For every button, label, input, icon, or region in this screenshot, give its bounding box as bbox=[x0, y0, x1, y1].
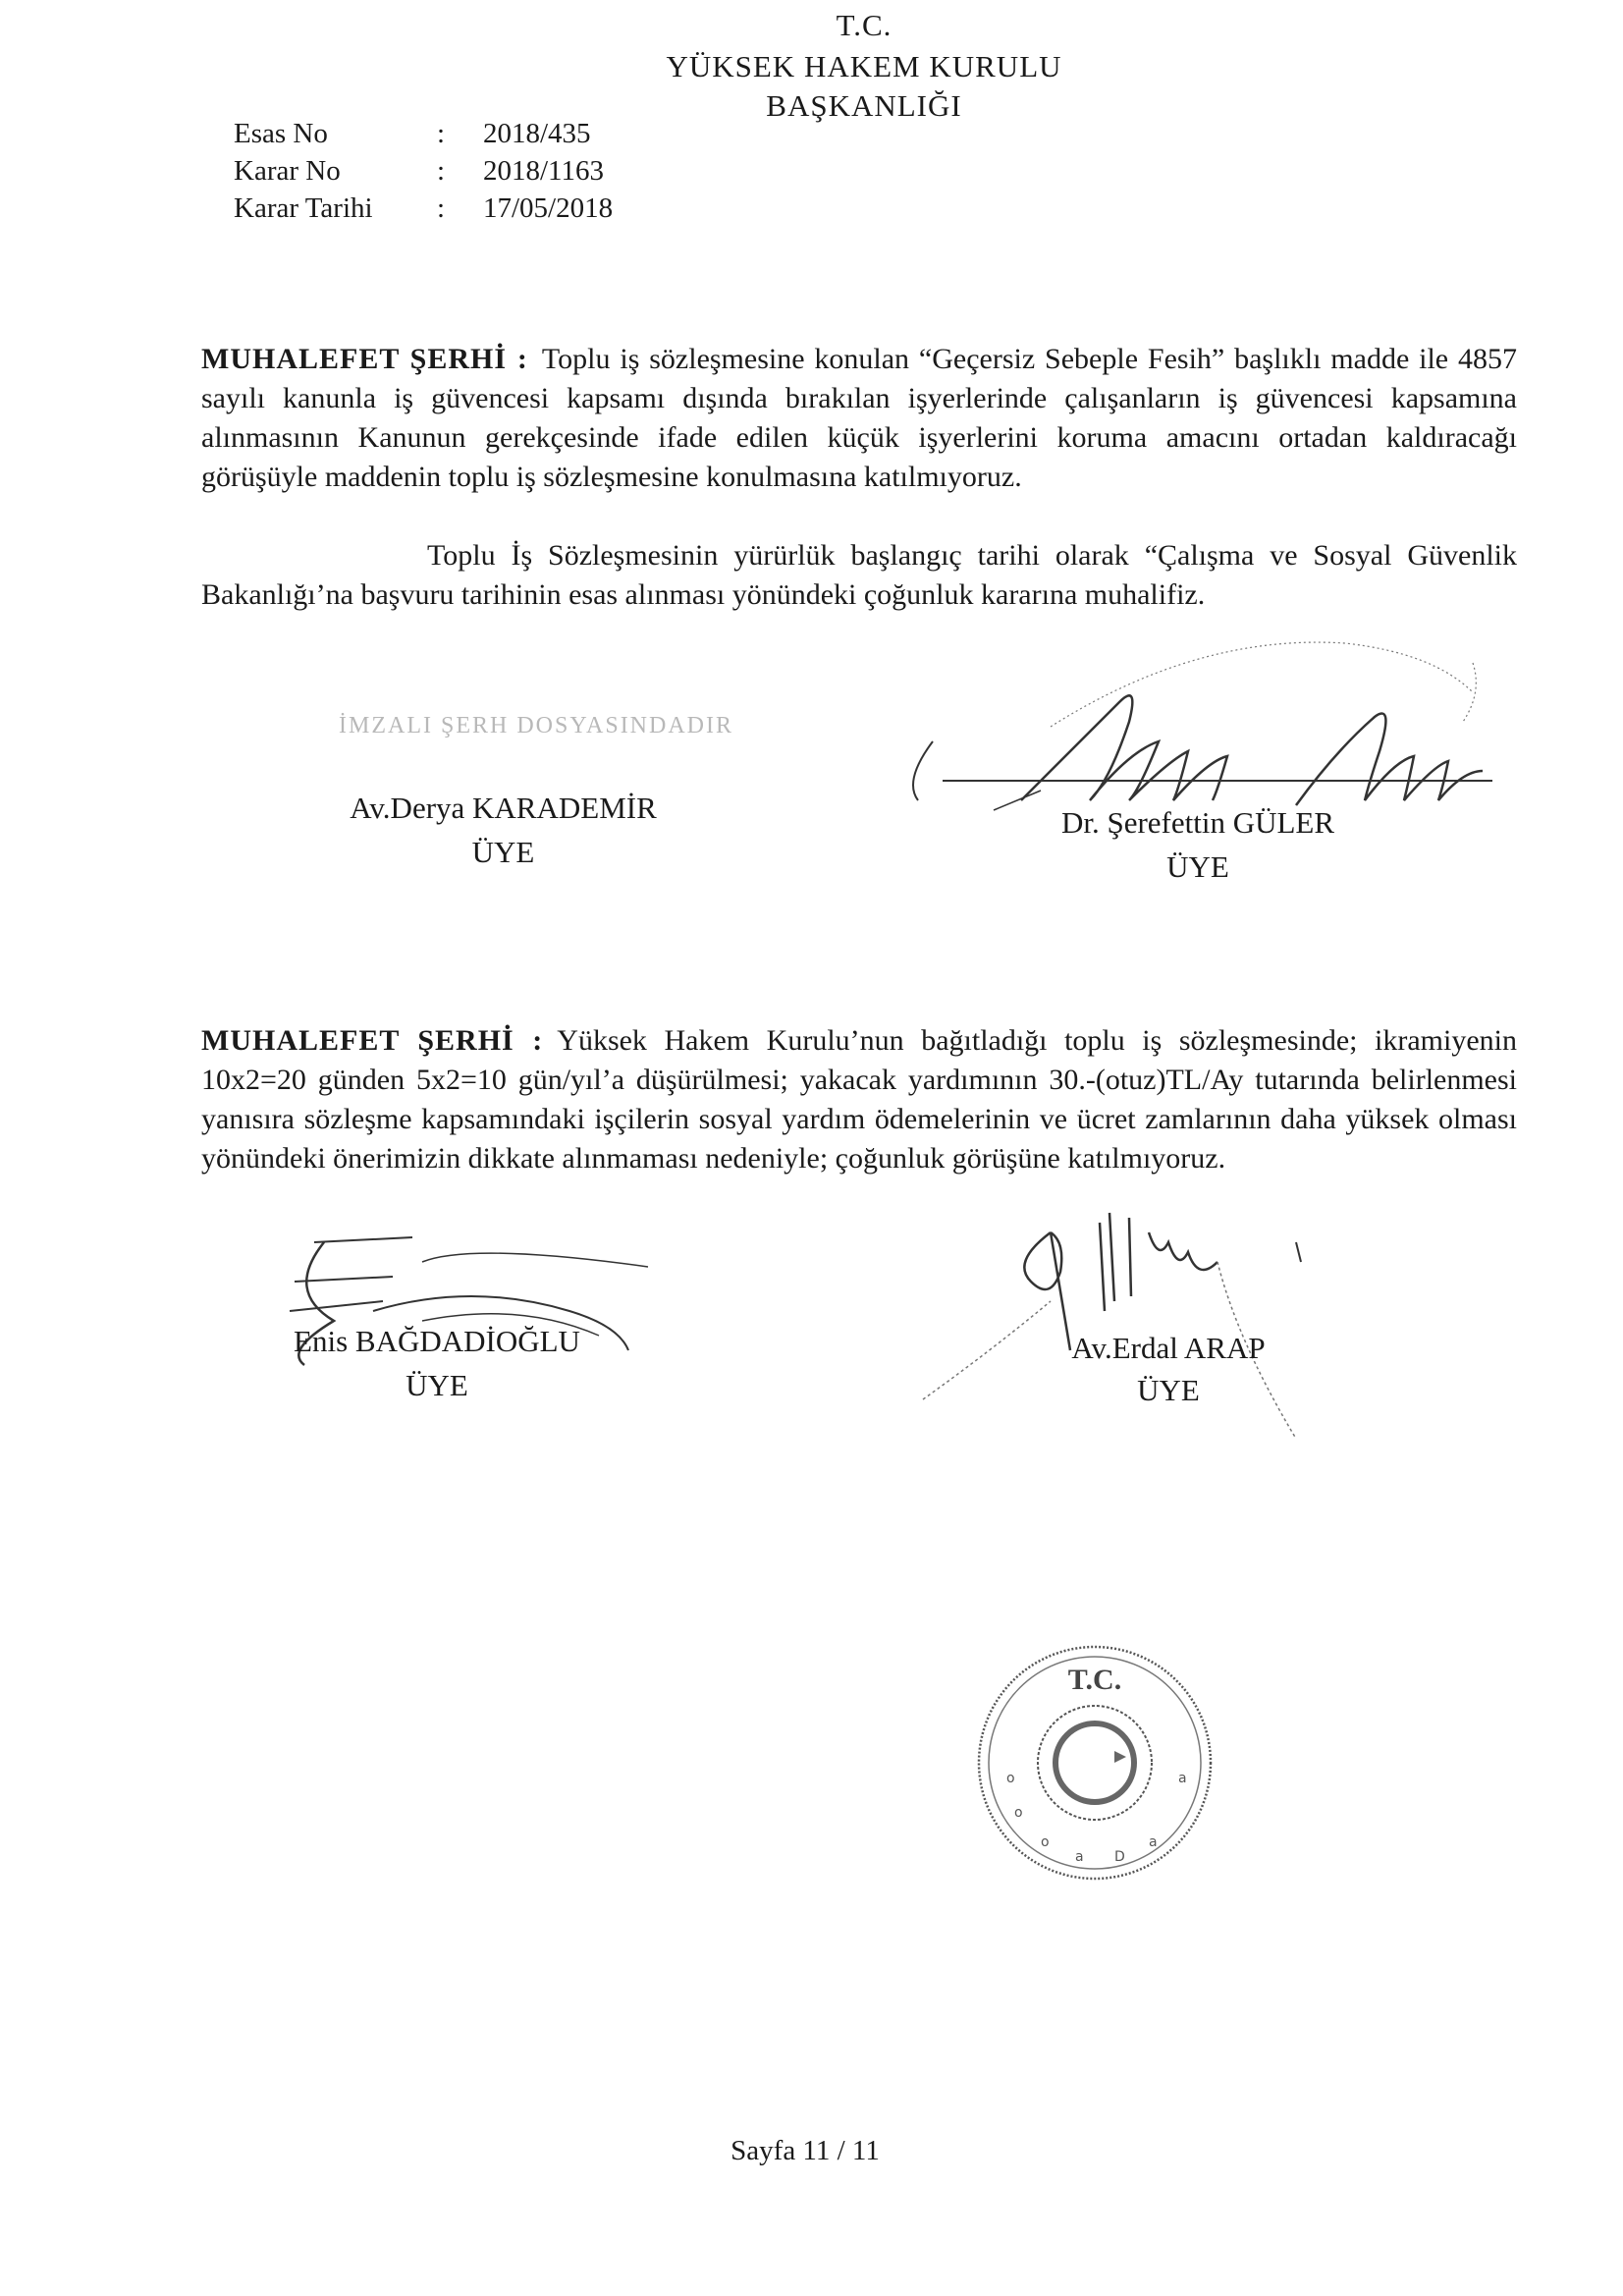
dissent-paragraph-1b bbox=[201, 536, 1517, 615]
page-number: Sayfa 11 / 11 bbox=[730, 2135, 880, 2166]
dissent-text: Toplu iş sözleşmesine konulan “Geçersiz Sebeple Fesih” başlıklı madde ile 4857 sayılı kanunla iş güvencesi kapsamı dışında bırakılan işyerlerinde çalışanların iş güvencesi kapsamına alınmasının Kanunun gerekçesinde ifade edilen küçük işyerlerini koruma amacını ortadan kaldıracağı görüşüyle maddenin toplu iş sözleşmesine konulmasına katılmıyoruz. bbox=[201, 343, 1517, 493]
signatory-name-bagdadioglu: Enis BAĞDADİOĞLU bbox=[294, 1324, 580, 1358]
meta-colon: : bbox=[437, 155, 446, 187]
meta-value: 17/05/2018 bbox=[483, 192, 614, 224]
signatory-name-karademir: Av.Derya KARADEMİR bbox=[350, 791, 657, 825]
header-line-tc: T.C. bbox=[836, 8, 893, 42]
signatory-name-guler: Dr. Şerefettin GÜLER bbox=[1060, 805, 1335, 840]
svg-text:D: D bbox=[1114, 1849, 1125, 1865]
svg-text:a: a bbox=[1178, 1771, 1187, 1786]
meta-key: Karar No bbox=[234, 155, 341, 187]
dissent-label: MUHALEFET ŞERHİ : bbox=[201, 343, 528, 375]
seal-text: T.C. bbox=[1067, 1664, 1122, 1696]
meta-colon: : bbox=[437, 192, 446, 224]
signatory-role-arap: ÜYE bbox=[1137, 1373, 1200, 1407]
dissent-paragraph-1 bbox=[201, 340, 1517, 497]
svg-text:o: o bbox=[1006, 1771, 1015, 1786]
dissent-text: Yüksek Hakem Kurulu’nun bağıtladığı toplu iş sözleşmesinde; ikramiyenin 10x2=20 günden 5x2=10 gün/yıl’a düşürülmesi; yakacak yardımının 30.-(otuz)TL/Ay tutarında belirlenmesi yanısıra sözleşme kapsamındaki işçilerin sosyal yardım ödemelerinin ve ücret zamlarının daha yüksek olması yönündeki önerimizin dikkate alınmaması nedeniyle; çoğunluk görüşüne katılmıyoruz. bbox=[201, 1024, 1517, 1175]
official-seal bbox=[967, 1635, 1222, 1890]
svg-text:o: o bbox=[1041, 1834, 1050, 1850]
svg-text:a: a bbox=[1149, 1834, 1158, 1850]
header-line-presidency: BAŞKANLIĞI bbox=[766, 88, 962, 123]
meta-key: Karar Tarihi bbox=[234, 192, 373, 224]
meta-colon: : bbox=[437, 118, 446, 149]
svg-text:o: o bbox=[1014, 1805, 1023, 1821]
signatory-role-bagdadioglu: ÜYE bbox=[406, 1368, 468, 1402]
header-line-institution: YÜKSEK HAKEM KURULU bbox=[666, 49, 1062, 83]
meta-key: Esas No bbox=[234, 118, 328, 149]
dissent-text-2: Toplu İş Sözleşmesinin yürürlük başlangıç tarihi olarak “Çalışma ve Sosyal Güvenlik Bakanlığı’na başvuru tarihinin esas alınması yönündeki çoğunluk kararına muhalifiz. bbox=[201, 539, 1517, 611]
signed-dissent-stamp: İMZALI ŞERH DOSYASINDADIR bbox=[339, 713, 734, 738]
meta-value: 2018/1163 bbox=[483, 155, 604, 187]
svg-text:a: a bbox=[1075, 1849, 1084, 1865]
meta-value: 2018/435 bbox=[483, 118, 591, 149]
dissent-label: MUHALEFET ŞERHİ : bbox=[201, 1024, 544, 1057]
signatory-role-guler: ÜYE bbox=[1166, 849, 1229, 884]
signatory-name-arap: Av.Erdal ARAP bbox=[1071, 1331, 1266, 1365]
signature-arap bbox=[903, 1203, 1355, 1449]
signatory-role-karademir: ÜYE bbox=[471, 835, 535, 869]
dissent-paragraph-2 bbox=[201, 1021, 1517, 1178]
